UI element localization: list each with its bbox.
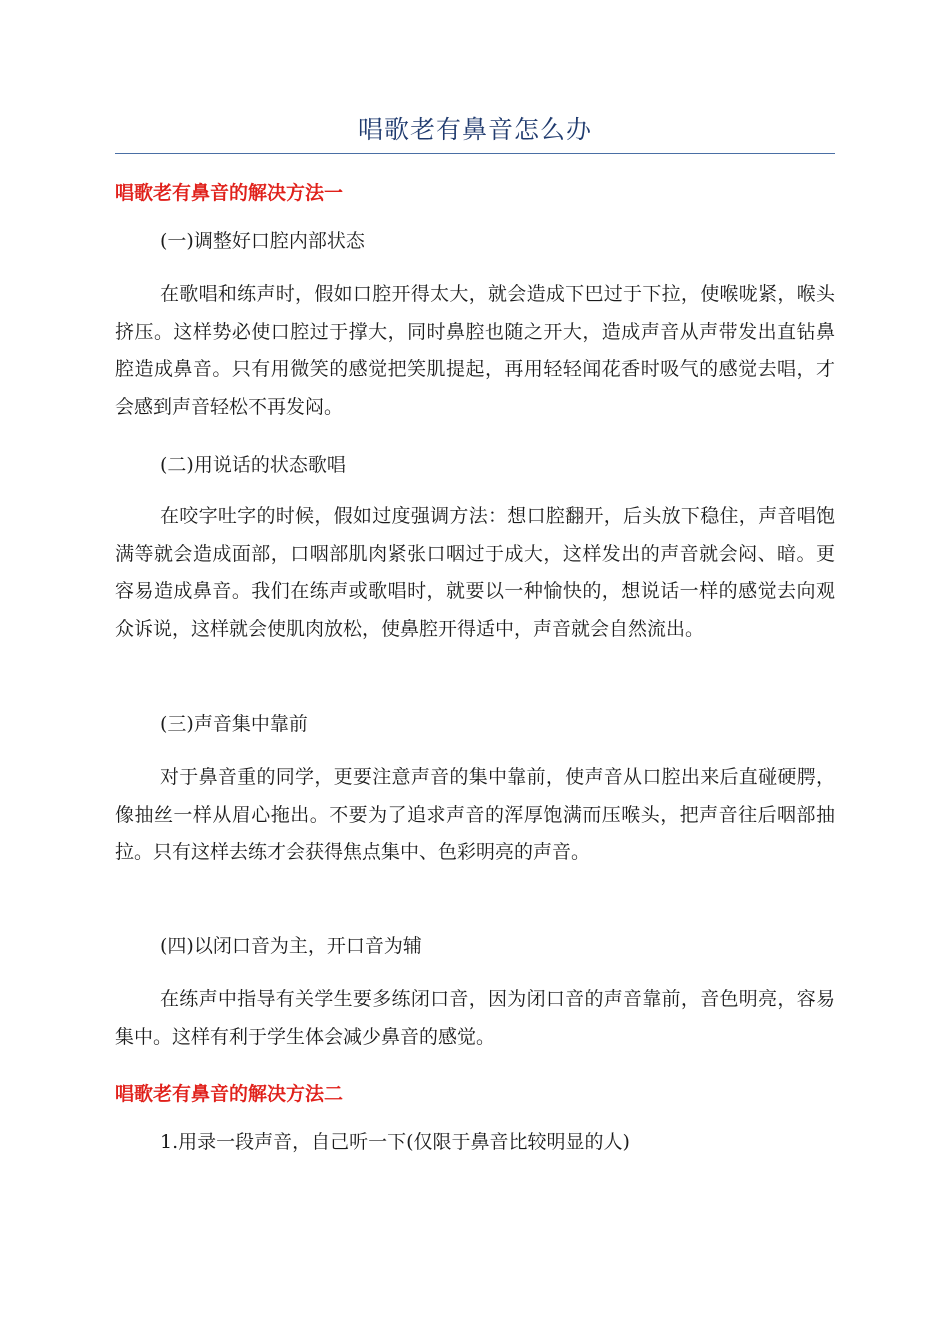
subheading-adjust-oral-cavity: (一)调整好口腔内部状态 [160, 230, 365, 252]
paragraph-speaking-state: 在咬字吐字的时候，假如过度强调方法：想口腔翻开，后头放下稳住，声音唱饱满等就会造成面部，口咽部肌肉紧张口咽过于成大，这样发出的声音就会闷、暗。更容易造成鼻音。我们在练声或歌唱时，就要以一种愉快的，想说话一样的感觉去向观众诉说，这样就会使肌肉放松，使鼻腔开得适中，声音就会自然流出。 [115, 505, 835, 640]
title-underline-rule [115, 153, 835, 154]
subheading-closed-vowels: (四)以闭口音为主，开口音为辅 [160, 935, 422, 957]
subheading-voice-forward: (三)声音集中靠前 [160, 713, 308, 735]
paragraph-voice-forward: 对于鼻音重的同学，更要注意声音的集中靠前，使声音从口腔出来后直碰硬腭，像抽丝一样从眉心拖出。不要为了追求声音的浑厚饱满而压喉头，把声音往后咽部抽拉。只有这样去练才会获得焦点集中、色彩明亮的声音。 [115, 766, 835, 863]
document-title: 唱歌老有鼻音怎么办 [357, 115, 592, 144]
section-heading-method-1: 唱歌老有鼻音的解决方法一 [115, 182, 344, 204]
paragraph-adjust-oral-cavity: 在歌唱和练声时，假如口腔开得太大，就会造成下巴过于下拉，使喉咙紧，喉头挤压。这样势必使口腔过于撑大，同时鼻腔也随之开大，造成声音从声带发出直钻鼻腔造成鼻音。只有用微笑的感觉把笑肌提起，再用轻轻闻花香时吸气的感觉去唱，才会感到声音轻松不再发闷。 [115, 283, 835, 418]
paragraph-closed-vowels: 在练声中指导有关学生要多练闭口音，因为闭口音的声音靠前，音色明亮，容易集中。这样有利于学生体会减少鼻音的感觉。 [115, 988, 835, 1048]
section-heading-method-2: 唱歌老有鼻音的解决方法二 [115, 1083, 344, 1105]
subheading-record-voice: 1.用录一段声音，自己听一下(仅限于鼻音比较明显的人) [160, 1131, 630, 1153]
subheading-speaking-state: (二)用说话的状态歌唱 [160, 454, 346, 476]
